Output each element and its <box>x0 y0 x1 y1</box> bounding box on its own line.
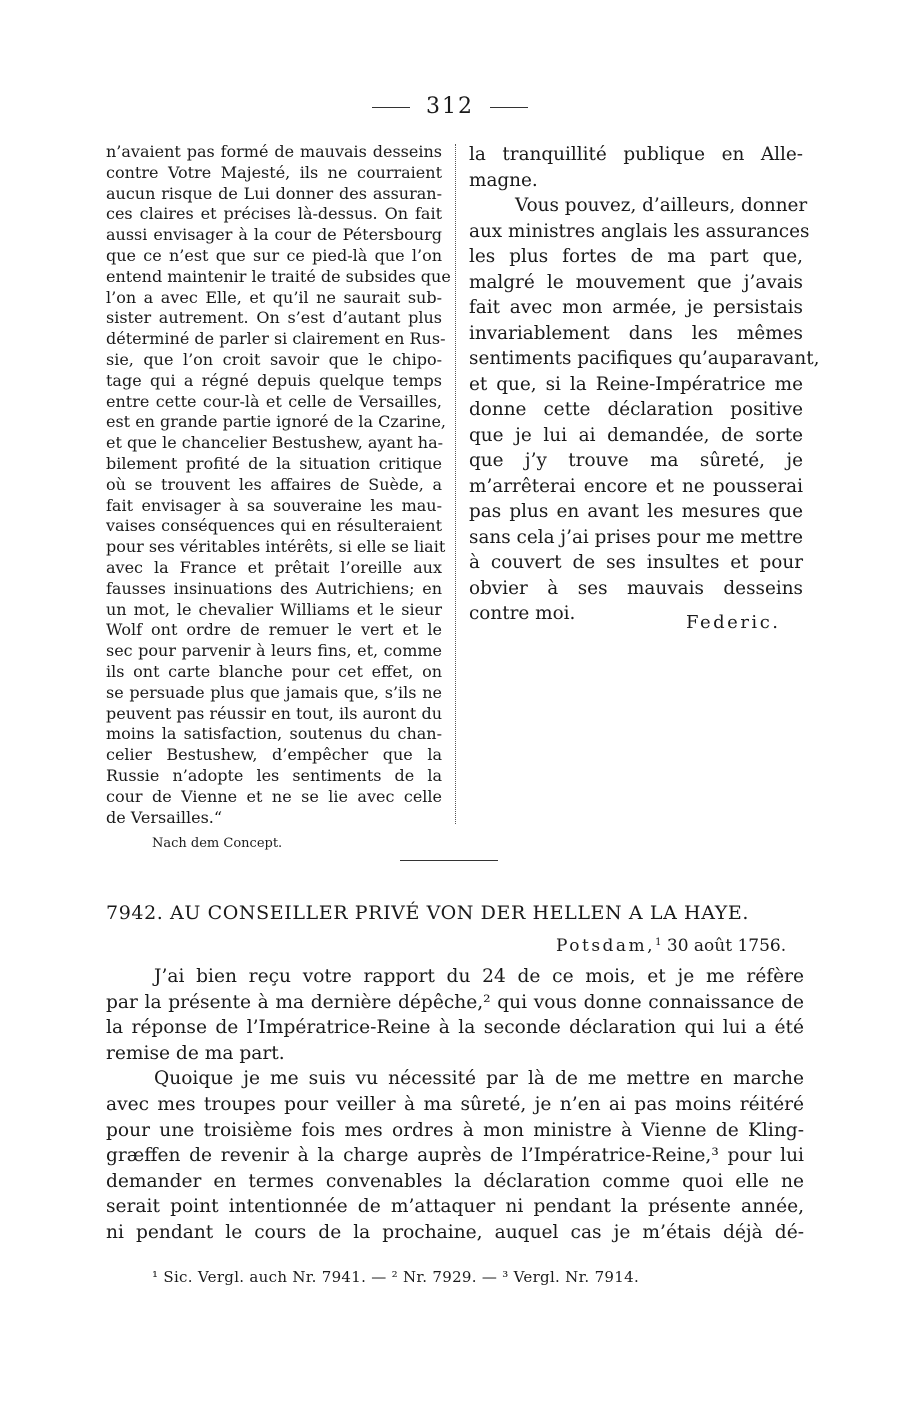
right-line: sentiments pacifiques qu’auparavant, <box>469 348 820 369</box>
page-number-text: 312 <box>426 94 474 119</box>
body-line: par la présente à ma dernière dépêche,² qui vous donne connaissance de <box>106 991 804 1013</box>
right-line: la tranquillité publique en Alle- <box>469 144 803 165</box>
right-line: donne cette déclaration positive <box>469 399 803 420</box>
left-line: entend maintenir le traité de subsides que <box>106 266 451 286</box>
body-line: demander en termes convenables la déclaration comme quoi elle ne <box>106 1170 804 1192</box>
right-line: malgré le mouvement que j’avais <box>469 271 803 293</box>
left-line: ils ont carte blanche pour cet effet, on <box>106 661 442 681</box>
letter-body <box>106 964 804 1246</box>
right-line: sans cela j’ai prises pour me mettre <box>469 526 803 548</box>
left-line: celier Bestushew, d’empêcher que la <box>106 745 442 765</box>
source-note: Nach dem Concept. <box>152 836 283 851</box>
left-line: aucun risque de Lui donner des assuran- <box>106 183 442 203</box>
dateline-footnote-ref: 1 <box>655 937 662 948</box>
page-number <box>0 94 900 119</box>
left-line: est en grande partie ignoré de la Czarine, <box>106 412 446 432</box>
body-line: græffen de revenir à la charge auprès de l’Impératrice-Reine,³ pour lui <box>106 1145 804 1167</box>
document-heading: 7942. AU CONSEILLER PRIVÉ VON DER HELLEN A LA HAYE. <box>106 902 750 924</box>
right-line: et que, si la Reine-Impératrice me <box>469 373 803 395</box>
left-line: sec pour parvenir à leurs fins, et, comme <box>106 641 442 661</box>
left-line: fait envisager à sa souveraine les mau- <box>106 495 442 515</box>
body-line: ni pendant le cours de la prochaine, auquel cas je m’étais déjà dé- <box>106 1221 804 1243</box>
body-line: la réponse de l’Impératrice-Reine à la seconde déclaration qui lui a été <box>106 1017 804 1039</box>
left-line: bilement profité de la situation critique <box>106 453 442 473</box>
body-line: Quoique je me suis vu nécessité par là de me mettre en marche <box>154 1068 804 1090</box>
left-line: Russie n’adopte les sentiments de la <box>106 765 442 785</box>
body-line: pour une troisième fois mes ordres à mon ministre à Vienne de Kling- <box>106 1119 804 1141</box>
left-column <box>106 142 451 828</box>
signature: Federic. <box>686 612 781 633</box>
left-line: de Versailles.“ <box>106 807 223 827</box>
section-divider <box>400 860 498 861</box>
body-line: avec mes troupes pour veiller à ma sûreté, je n’en ai pas moins réitéré <box>106 1093 804 1115</box>
right-line: magne. <box>469 169 538 191</box>
right-line: les plus fortes de ma part que, <box>469 246 803 267</box>
body-line: remise de ma part. <box>106 1042 285 1064</box>
left-line: contre Votre Majesté, ils ne courraient <box>106 162 442 182</box>
dateline <box>556 936 786 956</box>
left-line: où se trouvent les affaires de Suède, a <box>106 474 442 494</box>
left-line: Wolf ont ordre de remuer le vert et le <box>106 620 442 640</box>
dateline-place: Potsdam, <box>556 936 656 956</box>
body-line: serait point intentionnée de m’attaquer ni pendant la présente année, <box>106 1196 804 1218</box>
left-line: cour de Vienne et ne se lie avec celle <box>106 786 442 806</box>
body-line: J’ai bien reçu votre rapport du 24 de ce mois, et je me réfère <box>154 966 804 987</box>
right-line: obvier à ses mauvais desseins <box>469 577 803 599</box>
left-line: sister autrement. On s’est d’autant plus <box>106 308 442 328</box>
left-line: n’avaient pas formé de mauvais desseins <box>106 142 442 161</box>
right-line: aux ministres anglais les assurances <box>469 220 810 242</box>
left-line: avec la France et prêtait l’oreille aux <box>106 557 442 577</box>
left-line: que ce n’est que sur ce pied-là que l’on <box>106 245 442 265</box>
page-number-rule-left <box>372 107 410 108</box>
right-line: invariablement dans les mêmes <box>469 322 803 344</box>
left-line: l’on a avec Elle, et qu’il ne saurait sub- <box>106 287 442 307</box>
page-number-rule-right <box>490 107 528 108</box>
left-line: et que le chancelier Bestushew, ayant ha- <box>106 433 444 453</box>
left-line: pour ses véritables intérêts, si elle se liait <box>106 537 446 557</box>
left-line: ces claires et précises là-dessus. On fait <box>106 204 442 224</box>
left-line: un mot, le chevalier Williams et le sieur <box>106 599 442 619</box>
right-line: Vous pouvez, d’ailleurs, donner <box>515 195 808 216</box>
left-line: tage qui a régné depuis quelque temps <box>106 370 442 390</box>
footnotes: ¹ Sic. Vergl. auch Nr. 7941. — ² Nr. 7929. — ³ Vergl. Nr. 7914. <box>152 1268 640 1286</box>
dateline-date: 30 août 1756. <box>661 936 787 956</box>
right-line: fait avec mon armée, je persistais <box>469 297 803 318</box>
right-line: contre moi. <box>469 603 576 624</box>
right-column <box>469 142 820 627</box>
right-line: à couvert de ses insultes et pour <box>469 552 803 573</box>
column-divider <box>455 144 456 824</box>
left-line: peuvent pas réussir en tout, ils auront du <box>106 703 442 723</box>
left-line: vaises conséquences qui en résulteraient <box>106 516 442 536</box>
right-line: m’arrêterai encore et ne pousserai <box>469 475 803 497</box>
right-line: pas plus en avant les mesures que <box>469 501 803 522</box>
left-line: fausses insinuations des Autrichiens; en <box>106 578 442 598</box>
left-line: déterminé de parler si clairement en Rus- <box>106 329 446 349</box>
left-line: moins la satisfaction, soutenus du chan- <box>106 724 442 744</box>
left-line: entre cette cour-là et celle de Versailles, <box>106 391 442 411</box>
left-line: se persuade plus que jamais que, s’ils ne <box>106 682 442 702</box>
left-line: sie, que l’on croit savoir que le chipo- <box>106 349 442 369</box>
right-line: que j’y trouve ma sûreté, je <box>469 450 803 471</box>
left-line: aussi envisager à la cour de Pétersbourg <box>106 225 442 245</box>
right-line: que je lui ai demandée, de sorte <box>469 424 803 446</box>
